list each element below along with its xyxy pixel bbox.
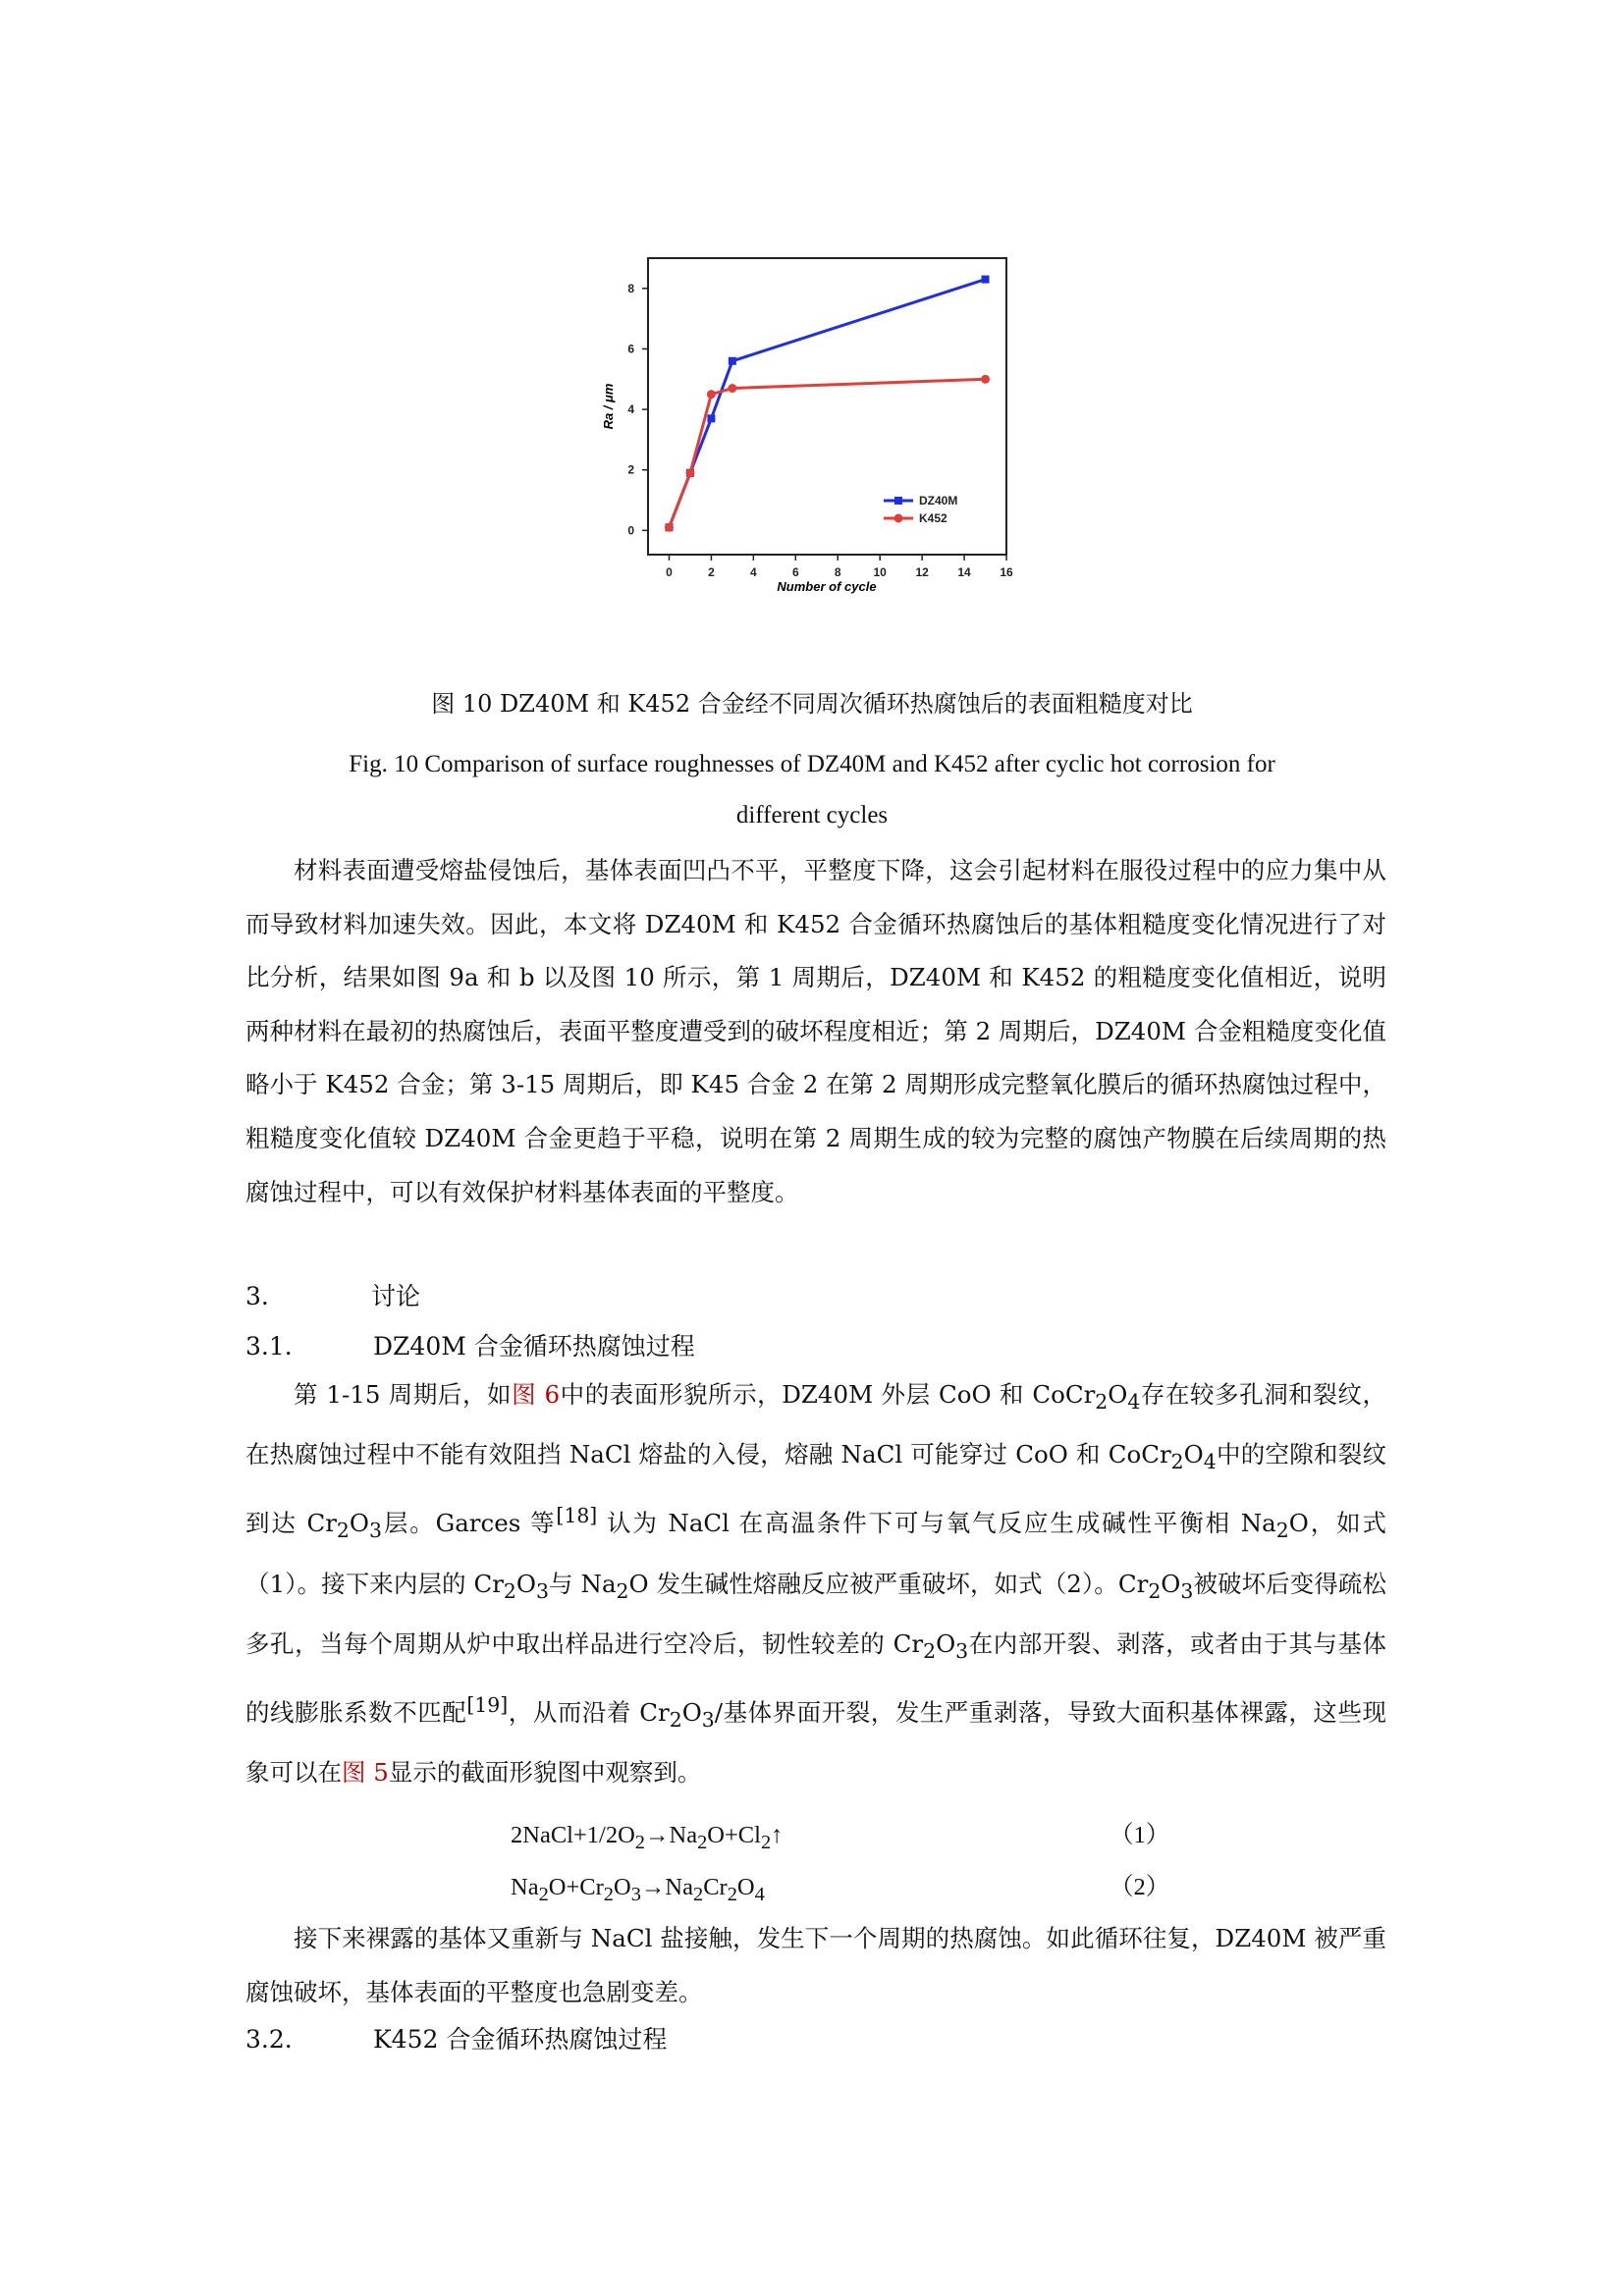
x-tick-label: 4 bbox=[750, 565, 757, 579]
x-axis-label: Number of cycle bbox=[777, 579, 877, 594]
chart-svg bbox=[589, 245, 1041, 609]
paragraph-cycle bbox=[245, 1912, 1386, 2019]
legend-marker bbox=[894, 514, 903, 523]
x-tick-label: 12 bbox=[915, 565, 929, 579]
equation-2: $Na_2O+Cr_2O_3\to Na_2Cr_2O_4$ （2） bbox=[511, 1868, 1198, 1914]
figure-caption-cn: 图 10 DZ40M 和 K452 合金经不同周次循环热腐蚀后的表面粗糙度对比 bbox=[431, 690, 1193, 718]
data-point-k452 bbox=[665, 523, 674, 532]
y-tick-label: 8 bbox=[627, 281, 634, 295]
section-title: K452 合金循环热腐蚀过程 bbox=[373, 2025, 668, 2054]
section-3-1-heading bbox=[245, 1327, 695, 1366]
citation-19[interactable]: [19] bbox=[466, 1692, 509, 1717]
figure-6-link[interactable]: 图 6 bbox=[512, 1380, 561, 1409]
y-axis-label: Ra / μm bbox=[601, 383, 616, 430]
equation-number-2: （2） bbox=[1110, 1874, 1170, 1900]
section-number: 3.2. bbox=[245, 2025, 293, 2054]
series-line-dz40m bbox=[669, 280, 985, 528]
figure-10-chart bbox=[589, 245, 1041, 609]
section-3-heading bbox=[245, 1277, 420, 1316]
data-point-k452 bbox=[728, 384, 736, 393]
legend-label-k452: K452 bbox=[919, 511, 947, 525]
y-tick-label: 6 bbox=[627, 342, 634, 356]
data-point-k452 bbox=[981, 375, 990, 384]
data-point-dz40m bbox=[707, 414, 715, 422]
x-tick-label: 10 bbox=[873, 565, 887, 579]
x-tick-label: 14 bbox=[957, 565, 971, 579]
legend-label-dz40m: DZ40M bbox=[919, 494, 958, 507]
plot-frame bbox=[648, 258, 1006, 555]
data-point-k452 bbox=[685, 468, 694, 477]
section-number: 3. bbox=[245, 1282, 269, 1310]
y-tick-label: 2 bbox=[627, 462, 634, 477]
section-title: DZ40M 合金循环热腐蚀过程 bbox=[373, 1332, 695, 1361]
equation-1: $2NaCl+1/2O_2\to Na_2O+Cl_2↑$ （1） bbox=[511, 1816, 1198, 1862]
data-point-dz40m bbox=[982, 276, 990, 284]
x-tick-label: 16 bbox=[1000, 565, 1013, 579]
paragraph-dz40m-process bbox=[245, 1368, 1386, 1800]
section-number: 3.1. bbox=[245, 1332, 293, 1361]
figure-5-link[interactable]: 图 5 bbox=[342, 1758, 389, 1788]
paragraph-roughness-text: 材料表面遭受熔盐侵蚀后，基体表面凹凸不平，平整度下降，这会引起材料在服役过程中的应力集中从而导致材料加速失效。因此，本文将 DZ40M 和 K452 合金循环热腐蚀后的基体粗糙度变化情况进行了对比分析，结果如图 9a 和 b 以及图 10 所示，第 1 周期后，DZ40M 和 K452 的粗糙度变化值相近，说明两种材料在最初的热腐蚀后，表面平整度遭受到的破坏程度相近；第 2 周期后，DZ40M 合金粗糙度变化值略小于 K452 合金；第 3-15 周期后，即 K45 合金 2 在第 2 周期形成完整氧化膜后的循环热腐蚀过程中，粗糙度变化值较 DZ40M 合金更趋于平稳，说明在第 2 周期生成的较为完整的腐蚀产物膜在后续周期的热腐蚀过程中，可以有效保护材料基体表面的平整度。 bbox=[245, 856, 1386, 1206]
x-tick-label: 2 bbox=[708, 565, 715, 579]
citation-18[interactable]: [18] bbox=[556, 1503, 598, 1527]
paragraph-dz40m-text: 第 1-15 周期后，如图 6中的表面形貌所示，DZ40M 外层 CoO 和 $CoCr_2O_4$存在较多孔洞和裂纹，在热腐蚀过程中不能有效阻挡 NaCl 熔盐的入侵，熔融 NaCl 可能穿过 CoO 和 $CoCr_2O_4$中的空隙和裂纹到达 $Cr_2O_3$层。Garces 等[18] 认为 NaCl 在高温条件下可与氧气反应生成碱性平衡相 $Na_2O$，如式（1）。接下来内层的 $Cr_2O_3$与 $Na_2O$ 发生碱性熔融反应被严重破坏，如式（2）。$Cr_2O_3$被破坏后变得疏松多孔，当每个周期从炉中取出样品进行空冷后，韧性较差的 $Cr_2O_3$在内部开裂、剥落，或者由于其与基体的线膨胀系数不匹配[19]，从而沿着 $Cr_2O_3/$基体界面开裂，发生严重剥落，导致大面积基体裸露，这些现象可以在图 5显示的截面形貌图中观察到。 bbox=[245, 1380, 1386, 1788]
y-tick-label: 4 bbox=[627, 402, 634, 417]
section-title: 讨论 bbox=[371, 1282, 421, 1310]
legend-marker bbox=[894, 497, 902, 505]
section-3-2-heading bbox=[245, 2020, 667, 2059]
equation-number-1: （1） bbox=[1110, 1822, 1170, 1848]
y-tick-label: 0 bbox=[627, 523, 634, 538]
figure-caption-en-line2: different cycles bbox=[735, 802, 889, 828]
x-tick-label: 6 bbox=[791, 565, 799, 579]
data-point-k452 bbox=[707, 390, 716, 399]
x-tick-label: 8 bbox=[834, 565, 841, 579]
legend bbox=[884, 494, 957, 525]
figure-caption-en bbox=[245, 739, 1379, 841]
paragraph-roughness bbox=[245, 844, 1386, 1219]
figure-caption-en-line1: Fig. 10 Comparison of surface roughnesses of DZ40M and K452 after cyclic hot corrosion for bbox=[349, 751, 1275, 777]
x-tick-label: 0 bbox=[666, 565, 673, 579]
data-point-dz40m bbox=[729, 357, 736, 365]
paragraph-cycle-text: 接下来裸露的基体又重新与 NaCl 盐接触，发生下一个周期的热腐蚀。如此循环往复，DZ40M 被严重腐蚀破坏，基体表面的平整度也急剧变差。 bbox=[245, 1924, 1386, 2006]
